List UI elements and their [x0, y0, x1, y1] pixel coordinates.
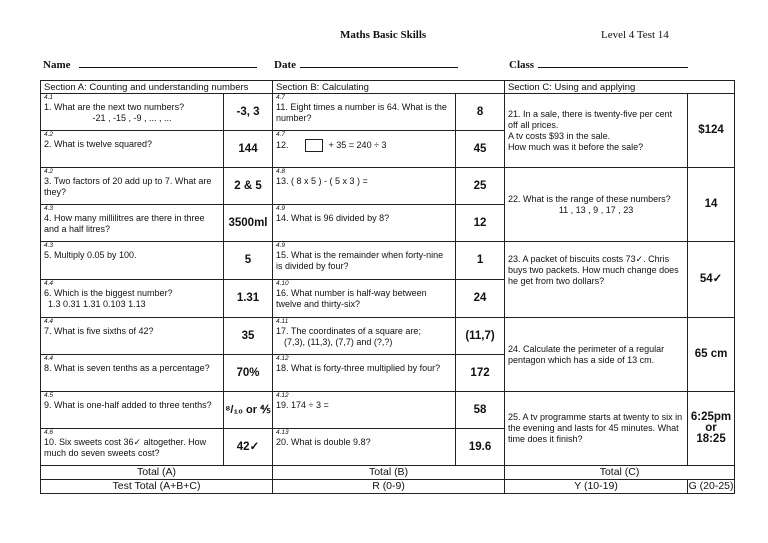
question-a2: 4.2 2. What is twelve squared? [41, 131, 224, 168]
question-c24: 24. Calculate the perimeter of a regular pentagon which has a side of 13 cm. [505, 318, 688, 392]
question-b14: 4.9 14. What is 96 divided by 8? [273, 205, 456, 242]
question-a10: 4.6 10. Six sweets cost 36✓ altogether. How much do seven sweets cost? [41, 429, 224, 466]
class-label: Class [509, 59, 535, 71]
question-b20: 4.13 20. What is double 9.8? [273, 429, 456, 466]
answer-a4: 3500ml [224, 205, 273, 242]
answer-a1: -3, 3 [224, 94, 273, 131]
answer-c22: 14 [688, 168, 735, 242]
class-field[interactable] [509, 55, 688, 73]
question-c25: 25. A tv programme starts at twenty to six in the evening and lasts for 45 minutes. What time does it finish? [505, 392, 688, 466]
answer-a5: 5 [224, 242, 273, 280]
question-b11: 4.7 11. Eight times a number is 64. What is the number? [273, 94, 456, 131]
answer-b12: 45 [456, 131, 505, 168]
band-green: G (20-25) [688, 480, 734, 492]
question-b17: 4.11 17. The coordinates of a square are; (7,3), (11,3), (7,7) and (?,?) [273, 318, 456, 355]
answer-box[interactable] [305, 139, 323, 152]
answer-b20: 19.6 [456, 429, 505, 466]
section-b-header: Section B: Calculating [273, 81, 505, 94]
name-field[interactable] [43, 55, 257, 73]
answer-b14: 12 [456, 205, 505, 242]
question-b15: 4.9 15. What is the remainder when forty-nine is divided by four? [273, 242, 456, 280]
question-a7: 4.4 7. What is five sixths of 42? [41, 318, 224, 355]
answer-c24: 65 cm [688, 318, 735, 392]
total-a: Total (A) [41, 466, 273, 480]
test-level: Level 4 Test 14 [601, 29, 669, 41]
class-line[interactable] [538, 58, 688, 68]
name-line[interactable] [79, 58, 257, 68]
band-yellow: Y (10-19) [505, 480, 688, 494]
answer-c25: 6:25pm or 18:25 [688, 392, 735, 466]
question-a6: 4.4 6. Which is the biggest number? 1.3 0.31 1.31 0.103 1.13 [41, 280, 224, 318]
answer-a3: 2 & 5 [224, 168, 273, 205]
question-a1: 4.1 1. What are the next two numbers? -21 , -15 , -9 , ... , ... [41, 94, 224, 131]
question-c23: 23. A packet of biscuits costs 73✓. Chris buys two packets. How much change does he get from two dollars? [505, 242, 688, 318]
question-a9: 4.5 9. What is one-half added to three tenths? [41, 392, 224, 429]
question-c22: 22. What is the range of these numbers? 11 , 13 , 9 , 17 , 23 [505, 168, 688, 242]
total-b: Total (B) [273, 466, 505, 480]
answer-b15: 1 [456, 242, 505, 280]
answer-a10: 42✓ [224, 429, 273, 466]
answer-a7: 35 [224, 318, 273, 355]
total-c: Total (C) [505, 466, 735, 480]
answer-b19: 58 [456, 392, 505, 429]
section-c-header: Section C: Using and applying [505, 81, 735, 94]
answer-b16: 24 [456, 280, 505, 318]
answer-a2: 144 [224, 131, 273, 168]
answer-b18: 172 [456, 355, 505, 392]
answer-c23: 54✓ [688, 242, 735, 318]
question-b13: 4.8 13. ( 8 x 5 ) - ( 5 x 3 ) = [273, 168, 456, 205]
section-a-header: Section A: Counting and understanding numbers [41, 81, 273, 94]
question-a8: 4.4 8. What is seven tenths as a percentage? [41, 355, 224, 392]
answer-a9: ⁸/₁₀ or ⅘ [224, 392, 273, 429]
test-table [40, 80, 735, 494]
answer-b13: 25 [456, 168, 505, 205]
question-b19: 4.12 19. 174 ÷ 3 = [273, 392, 456, 429]
question-b18: 4.12 18. What is forty-three multiplied by four? [273, 355, 456, 392]
answer-b17: (11,7) [456, 318, 505, 355]
question-b12: 4.7 12. + 35 = 240 ÷ 3 [273, 131, 456, 168]
question-a3: 4.2 3. Two factors of 20 add up to 7. What are they? [41, 168, 224, 205]
answer-a8: 70% [224, 355, 273, 392]
page-title: Maths Basic Skills [340, 29, 427, 41]
answer-a6: 1.31 [224, 280, 273, 318]
answer-c21: $124 [688, 94, 735, 168]
name-label: Name [43, 59, 71, 71]
test-total: Test Total (A+B+C) [41, 480, 273, 494]
band-red: R (0-9) [273, 480, 505, 494]
question-a4: 4.3 4. How many millilitres are there in three and a half litres? [41, 205, 224, 242]
question-a5: 4.3 5. Multiply 0.05 by 100. [41, 242, 224, 280]
question-b16: 4.10 16. What number is half-way between twelve and thirty-six? [273, 280, 456, 318]
date-label: Date [274, 59, 296, 71]
question-c21: 21. In a sale, there is twenty-five per cent off all prices. A tv costs $93 in the sale. How much was it before the sale? [505, 94, 688, 168]
date-field[interactable] [274, 55, 458, 73]
date-line[interactable] [300, 58, 458, 68]
answer-b11: 8 [456, 94, 505, 131]
